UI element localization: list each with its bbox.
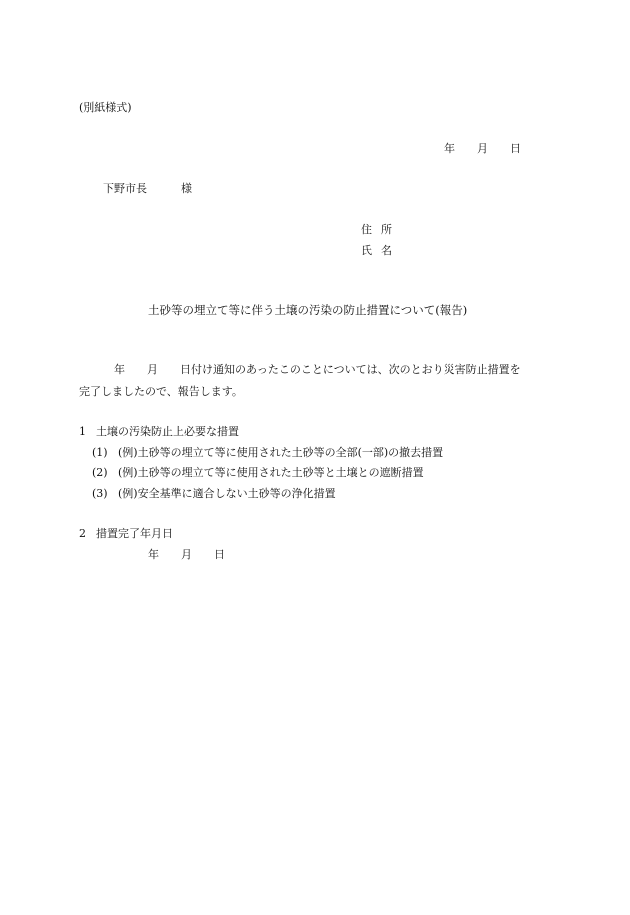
completion-year-label: 年 [148,548,159,561]
date-day-label: 日 [510,142,521,155]
item-text: (例)土砂等の埋立て等に使用された土砂等の全部(一部)の撤去措置 [118,446,444,459]
section-1-item [92,488,336,499]
completion-day-label: 日 [214,548,225,561]
reporter-name-label: 氏名 [361,244,401,257]
section-1-item [92,447,443,458]
section-2-title: 措置完了年月日 [96,527,173,540]
date-header [444,143,521,154]
completion-date [148,549,225,560]
reporter-address [361,224,401,235]
reporter-name [361,245,401,256]
form-label: (別紙様式) [79,101,132,114]
body-line-1-text: 日付け通知のあったこのことについては、次のとおり災害防止措置を [180,363,521,376]
section-1-item [92,467,424,478]
item-number: (1) [92,446,108,459]
completion-month-label: 月 [181,548,192,561]
addressee [103,183,192,194]
document-title: 土砂等の埋立て等に伴う土壌の汚染の防止措置について(報告) [148,303,468,317]
body-line-1 [114,364,521,375]
item-text: (例)安全基準に適合しない土砂等の浄化措置 [118,487,336,500]
item-text: (例)土砂等の埋立て等に使用された土砂等と土壌との遮断措置 [118,466,424,479]
section-1-heading [79,426,239,437]
item-number: (3) [92,487,108,500]
item-number: (2) [92,466,108,479]
section-1-number: 1 [79,425,86,438]
body-month-label: 月 [147,363,158,376]
body-line-2: 完了しましたので、報告します。 [79,385,243,398]
addressee-name: 下野市長 [103,182,147,195]
section-2-heading [79,528,173,539]
date-month-label: 月 [477,142,488,155]
reporter-address-label: 住所 [361,223,401,236]
section-2-number: 2 [79,527,86,540]
section-1-title: 土壌の汚染防止上必要な措置 [96,425,239,438]
date-year-label: 年 [444,142,455,155]
addressee-honorific: 様 [181,182,192,195]
body-year-label: 年 [114,363,125,376]
